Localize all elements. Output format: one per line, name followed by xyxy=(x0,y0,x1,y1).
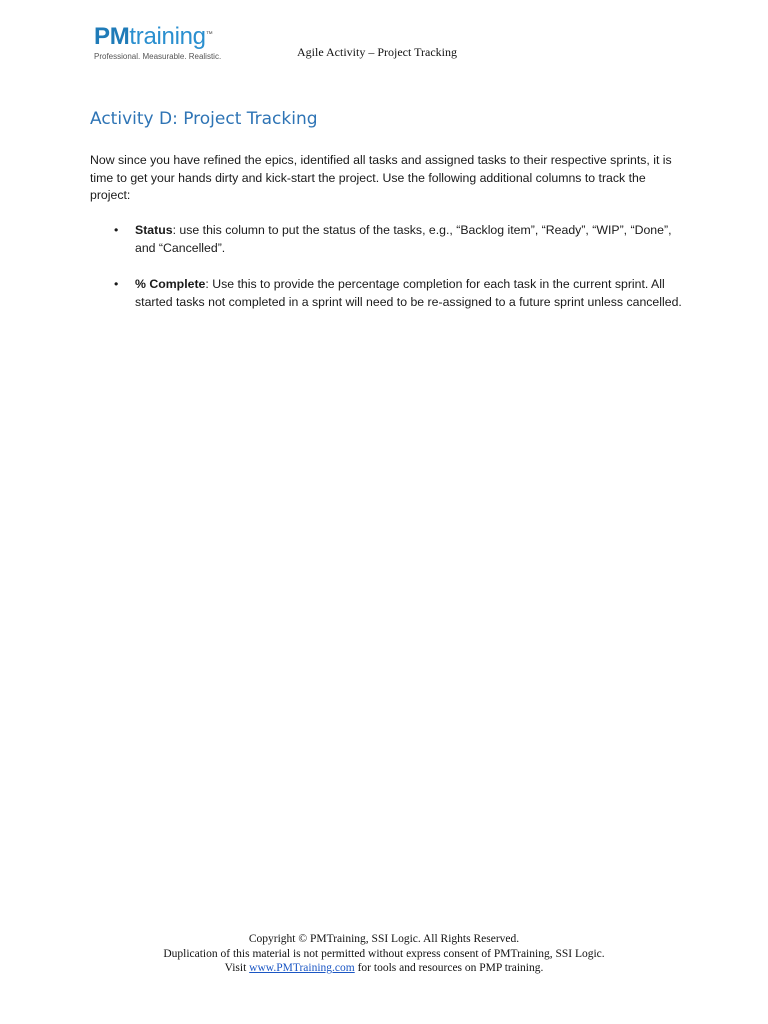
logo-wordmark xyxy=(94,24,234,50)
pmtraining-logo xyxy=(94,24,234,61)
bullet-term: % Complete xyxy=(135,277,206,291)
intro-paragraph: Now since you have refined the epics, identified all tasks and assigned tasks to their respective sprints, it is time to get your hands dirty and kick-start the project. Use the following additional columns to track the project: xyxy=(90,153,672,202)
header-title: Agile Activity – Project Tracking xyxy=(297,45,457,59)
logo-training-text: training xyxy=(129,23,206,50)
footer-copyright: Copyright © PMTraining, SSI Logic. All Rights Reserved. xyxy=(248,933,520,945)
list-item-percent-complete xyxy=(90,276,685,311)
footer-duplication-notice: Duplication of this material is not permitted without express consent of PMTraining, SSI Logic. xyxy=(163,947,605,960)
pmtraining-website-link[interactable]: www.PMTraining.com xyxy=(249,962,355,974)
logo-pm-text: PM xyxy=(94,23,130,50)
activity-heading: Activity D: Project Tracking xyxy=(90,109,318,129)
column-list xyxy=(90,222,685,330)
logo-tagline: Professional. Measurable. Realistic. xyxy=(94,52,222,61)
bullet-text: : Use this to provide the percentage completion for each task in the current sprint. All started tasks not completed in a sprint will need to be re-assigned to a future sprint unless cancelled. xyxy=(135,277,682,309)
bullet-icon: • xyxy=(114,223,119,237)
bullet-icon: • xyxy=(114,277,119,291)
footer-visit-line xyxy=(0,961,768,976)
footer-visit-prefix: Visit xyxy=(224,962,250,974)
logo-trademark: ™ xyxy=(205,31,213,38)
footer-visit-suffix: for tools and resources on PMP training. xyxy=(354,962,544,974)
list-item-status xyxy=(90,222,685,257)
page-footer xyxy=(0,932,768,976)
bullet-text: : use this column to put the status of the tasks, e.g., “Backlog item”, “Ready”, “WIP”, “Done”, and “Cancelled”. xyxy=(135,223,672,255)
bullet-term: Status xyxy=(135,223,173,237)
